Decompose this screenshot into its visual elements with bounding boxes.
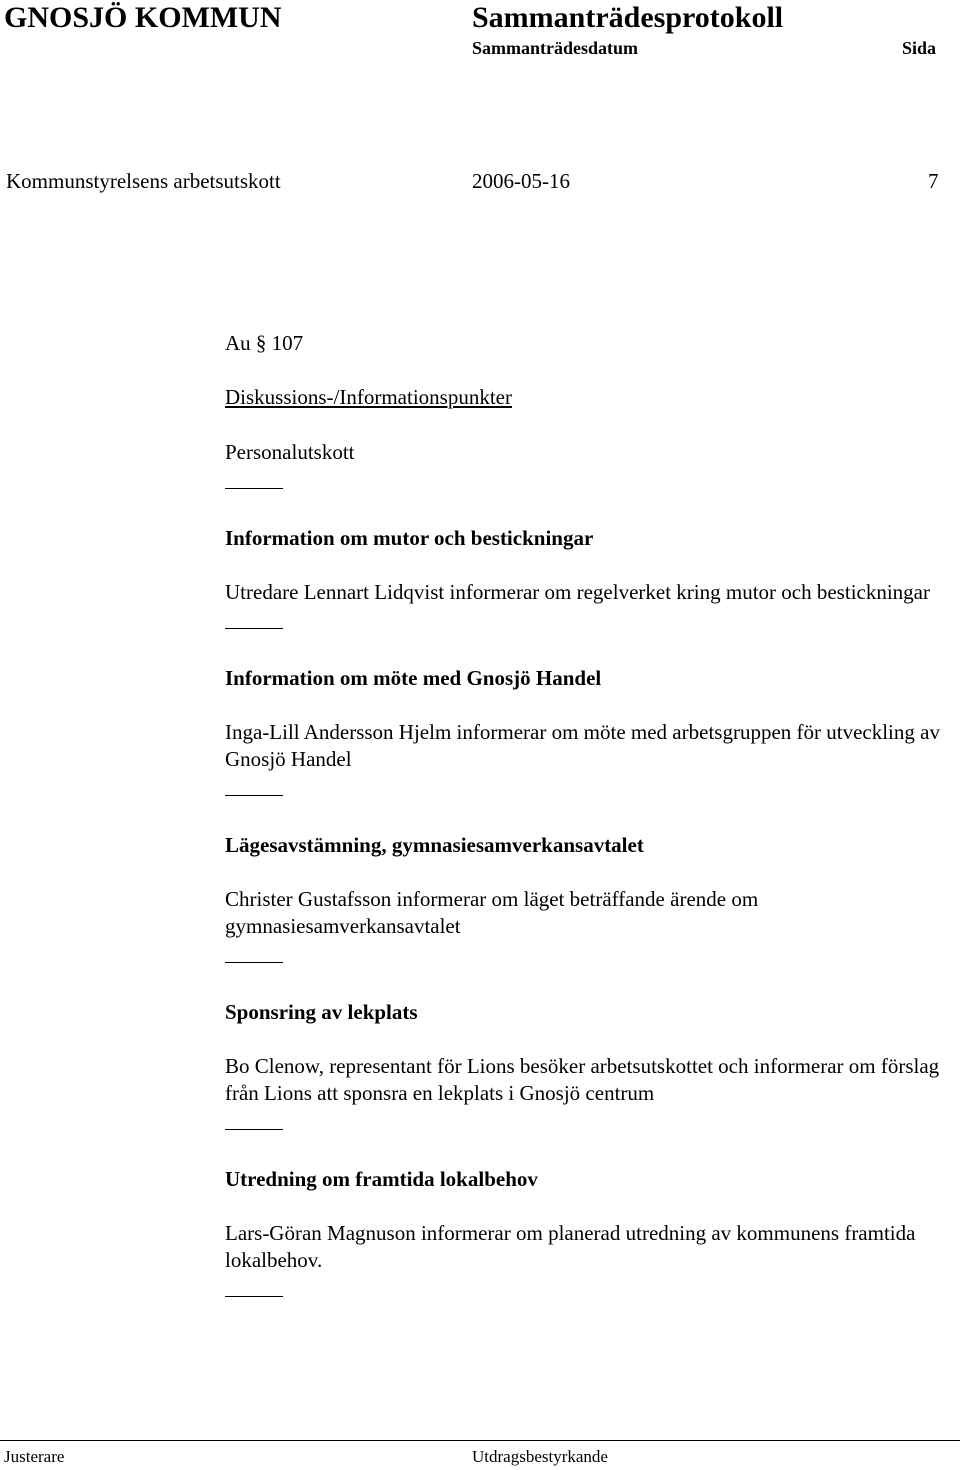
divider (225, 962, 283, 963)
section-heading: Lägesavstämning, gymnasiesamverkansavtalet (225, 833, 644, 857)
section-heading: Information om mutor och bestickningar (225, 526, 594, 550)
section-item (225, 832, 955, 963)
page-number: 7 (928, 169, 939, 193)
paragraph-number: Au § 107 (225, 331, 304, 355)
meeting-date: 2006-05-16 (472, 169, 570, 193)
subtitle: Personalutskott (225, 440, 355, 464)
certifier-label: Utdragsbestyrkande (472, 1447, 608, 1466)
divider (225, 488, 283, 489)
page-label: Sida (902, 38, 937, 58)
section-heading: Information om möte med Gnosjö Handel (225, 666, 602, 690)
section-body: Christer Gustafsson informerar om läget beträffande ärende om gymnasiesamverkansavtalet (225, 887, 759, 938)
section-body: Inga-Lill Andersson Hjelm informerar om möte med arbetsgruppen för utveckling av Gnosjö Handel (225, 720, 940, 771)
footer-divider (0, 1440, 960, 1441)
committee-name: Kommunstyrelsens arbetsutskott (6, 169, 281, 193)
section-body: Lars-Göran Magnuson informerar om planerad utredning av kommunens framtida lokalbehov. (225, 1221, 916, 1272)
municipality-name: GNOSJÖ KOMMUN (4, 1, 282, 34)
section-heading: Sponsring av lekplats (225, 1000, 418, 1024)
divider (225, 1296, 283, 1297)
section-item (225, 525, 955, 629)
adjuster-label: Justerare (4, 1447, 65, 1466)
meeting-date-label: Sammanträdesdatum (472, 38, 639, 58)
divider (225, 795, 283, 796)
section-item (225, 1166, 955, 1297)
divider (225, 1129, 283, 1130)
page-title: Diskussions-/Informationspunkter (225, 385, 512, 409)
section-heading: Utredning om framtida lokalbehov (225, 1167, 538, 1191)
section-item (225, 999, 955, 1130)
section-body: Bo Clenow, representant för Lions besöker arbetsutskottet och informerar om förslag från Lions att sponsra en lekplats i Gnosjö centrum (225, 1054, 940, 1105)
protocol-content (225, 330, 955, 1333)
section-item (225, 665, 955, 796)
section-body: Utredare Lennart Lidqvist informerar om regelverket kring mutor och bestickningar (225, 580, 930, 604)
document-type: Sammanträdesprotokoll (472, 1, 784, 34)
divider (225, 628, 283, 629)
